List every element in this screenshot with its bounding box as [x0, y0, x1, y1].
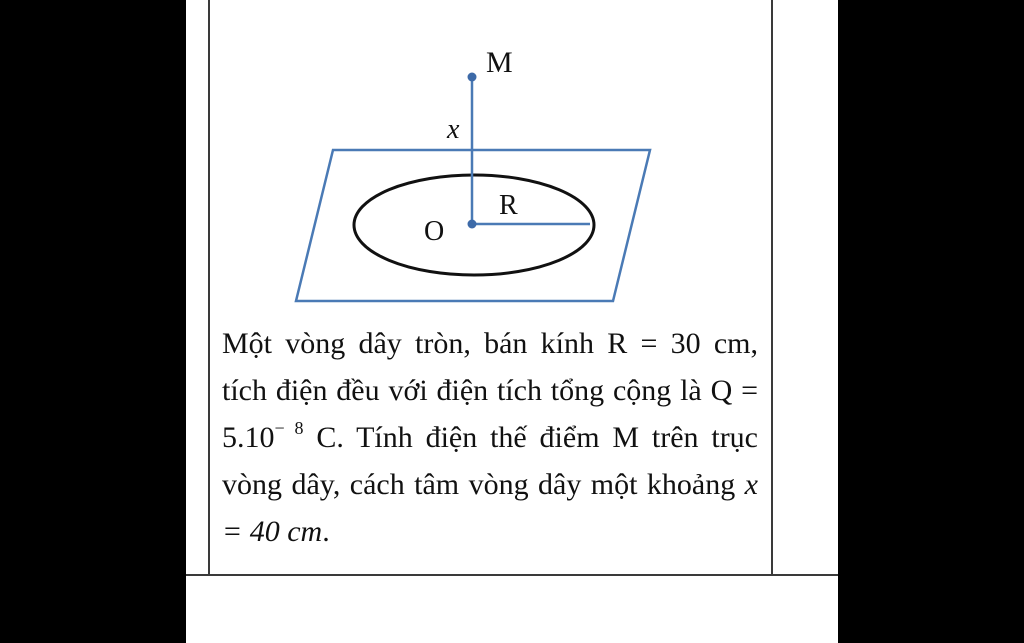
charge-exponent: − 8 [274, 418, 304, 438]
problem-text [222, 320, 758, 555]
label-x: x [447, 114, 460, 145]
point-o-dot [468, 220, 477, 229]
label-r: R [499, 190, 518, 221]
label-m: M [486, 46, 513, 79]
point-m-dot [468, 73, 477, 82]
problem-text-part2: C. Tính điện thế điểm M trên trục vòng dây, cách tâm vòng dây một khoảng [222, 421, 758, 501]
distance-expression: x = 40 cm [222, 468, 758, 548]
problem-text-end: . [322, 515, 330, 548]
problem-text-part1: Một vòng dây tròn, bán kính R = 30 cm, tích điện đều với điện tích tổng cộng là Q = 5.10 [222, 327, 758, 454]
label-o: O [424, 216, 445, 247]
